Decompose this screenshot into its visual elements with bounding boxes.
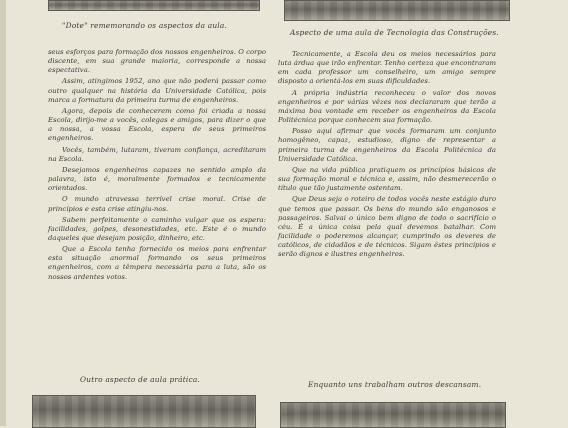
left-paragraph: Agora, depois de conhecerem como foi criada a nossa Escola, dirijo-me a vocês, colegas e amigos, para dizer o que a nossa, a vossa Escola, espera de seus primeiros engenheiros. <box>48 106 266 143</box>
left-text-column <box>48 48 266 282</box>
caption-top-right: Aspecto de uma aula de Tecnologia das Construções. <box>290 28 499 37</box>
right-paragraph: Que na vida pública pratiquem os princípios básicos de sua formação moral e técnica e, assim, não desmerecerão o título que tão justamente ostentam. <box>278 165 496 193</box>
photo-top-left <box>48 0 260 11</box>
left-paragraph: Desejamos engenheiros capazes no sentido amplo da palavra, isto é, moralmente formados e tecnicamente orientados. <box>48 165 266 193</box>
right-paragraph: A própria indústria reconheceu o valor dos novos engenheiros e por várias vêzes nos declararam que terão a máxima boa vontade em receber os engenheiros da Escola Politécnica porque conhecem sua formação. <box>278 88 496 125</box>
right-paragraph: Posso aqui afirmar que vocês formaram um conjunto homogêneo, capaz, estudioso, digno de representar a primeira turma de engenheiros da Escola Politécnica da Universidade Católica. <box>278 127 496 163</box>
photo-bottom-right <box>280 402 506 428</box>
right-paragraph: Tecnicamente, a Escola deu os meios necessários para luta árdua que irão enfrentar. Tenho certeza que encontraram em cada professor um conselheiro, um amigo sempre disposto a orientá-los em suas dificuldades. <box>278 50 496 86</box>
caption-bottom-left: Outro aspecto de aula prática. <box>80 375 200 384</box>
right-text-column <box>278 50 496 259</box>
photo-bottom-left <box>32 395 256 428</box>
photo-top-right <box>284 0 510 21</box>
left-paragraph: O mundo atravessa terrível crise moral. Crise de princípios e esta crise atingiu-nos. <box>48 195 266 213</box>
right-paragraph: Que Deus seja o roteiro de todos vocês neste estágio duro que temos que passar. Os bens do mundo são enganosos e passageiros. Salvai o único bem digno de todo o sacrifício o céu. É a única coisa pela qual devemos batalhar. Com facilidade o poderemos alcançar, cumprindo os deveres de católicos, de cidadãos e de técnicos. Sigam êstes princípios e serão dignos e ilustres engenheiros. <box>278 195 496 259</box>
caption-top-left: "Dote" rememorando os aspectos da aula. <box>62 21 228 30</box>
left-paragraph: Que a Escola tenha fornecido os meios para enfrentar esta situação anormal formando os seus primeiros engenheiros, com a têmpera necessária para a luta, são os nossos ardentes votos. <box>48 245 266 281</box>
left-paragraph: Vocês, também, lutaram, tiveram confiança, acreditaram na Escola. <box>48 145 266 163</box>
left-paragraph: Sabem perfeitamente o caminho vulgar que os espera: facilidades, golpes, desonestidades, etc. Este é o mundo daqueles que desejam posição, dinheiro, etc. <box>48 215 266 242</box>
page-binding-edge <box>0 0 6 426</box>
left-paragraph: Assim, atingimos 1952, ano que não poderá passar como outro qualquer na história da Universidade Católica, pois marca a formatura da primeira turma de engenheiros. <box>48 77 266 104</box>
caption-bottom-right: Enquanto uns trabalham outros descansam. <box>308 380 482 389</box>
left-paragraph: seus esforços para formação dos nossos engenheiros. O corpo discente, em sua grande maioria, corresponde a nossa espectativa. <box>48 48 266 75</box>
